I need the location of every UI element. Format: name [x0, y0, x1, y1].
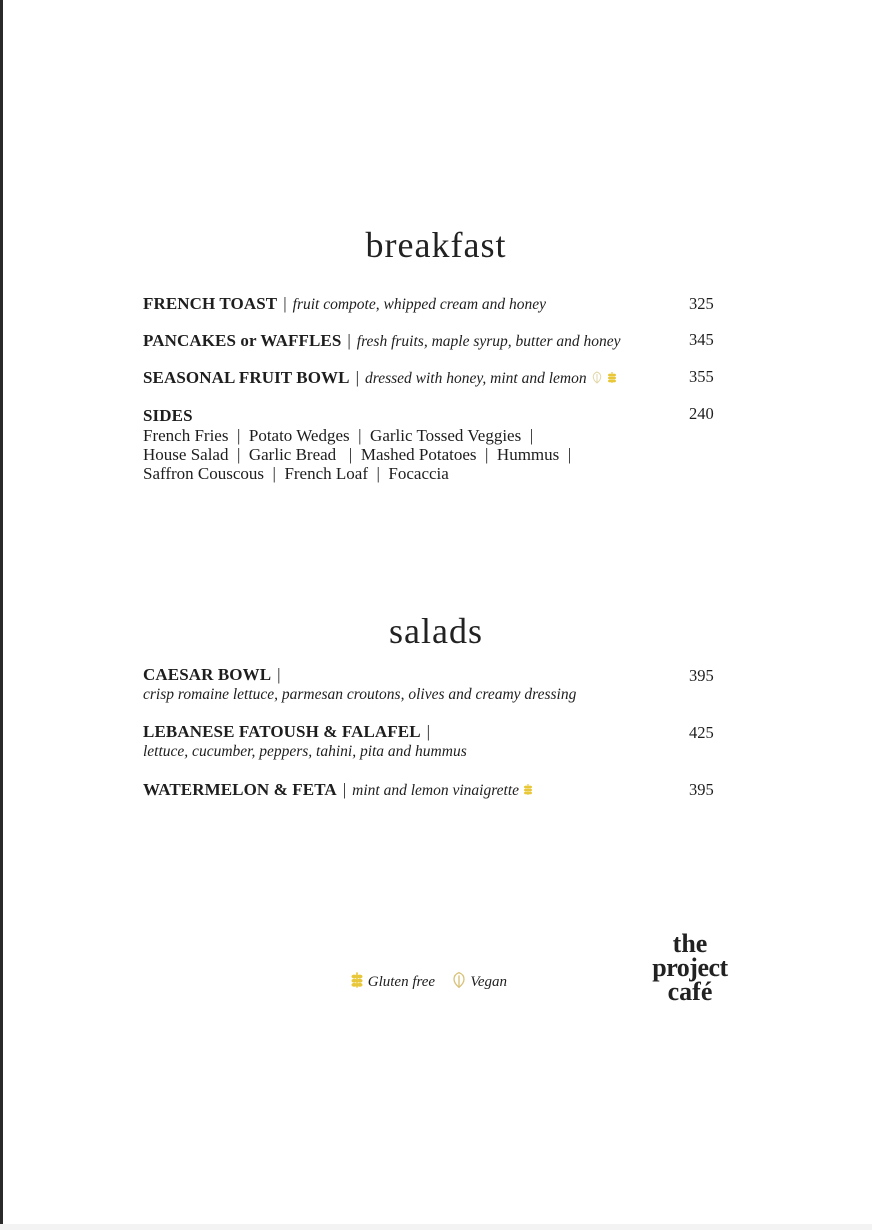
item-name: LEBANESE FATOUSH & FALAFEL	[143, 722, 421, 741]
dietary-legend	[350, 971, 507, 994]
gluten-free-icon	[607, 369, 617, 389]
price-french-toast: 325	[689, 294, 714, 313]
menu-item-french-toast	[143, 294, 723, 315]
sides-line: Saffron Couscous | French Loaf | Focaccia	[143, 464, 449, 483]
item-description: crisp romaine lettuce, parmesan croutons, olives and creamy dressing	[143, 686, 577, 703]
section-title-breakfast: breakfast	[365, 225, 507, 265]
separator: |	[426, 722, 431, 741]
logo-line: café	[667, 977, 713, 1006]
menu-item-watermelon-feta	[143, 780, 723, 801]
item-description: fruit compote, whipped cream and honey	[292, 296, 547, 313]
item-name: FRENCH TOAST	[143, 294, 278, 313]
price-watermelon-feta: 395	[689, 780, 714, 799]
the-project-cafe-logo	[640, 929, 740, 1006]
item-description: dressed with honey, mint and lemon	[365, 370, 587, 387]
item-name: WATERMELON & FETA	[143, 780, 337, 799]
item-name: CAESAR BOWL	[143, 665, 272, 684]
logo-line: the	[672, 929, 708, 958]
item-description: fresh fruits, maple syrup, butter and honey	[356, 333, 621, 350]
price-lebanese-fatoush-falafel: 425	[689, 723, 714, 742]
gluten-free-icon	[523, 781, 533, 801]
legend-gluten-free-label: Gluten free	[367, 974, 436, 990]
item-name: SIDES	[143, 406, 193, 425]
vegan-icon	[591, 369, 603, 389]
section-title-salads: salads	[389, 611, 483, 651]
sides-line: House Salad | Garlic Bread | Mashed Potatoes | Hummus |	[143, 445, 572, 464]
menu-item-sides	[143, 406, 723, 483]
separator: |	[283, 294, 287, 313]
gluten-free-icon	[350, 971, 364, 994]
menu-item-lebanese-fatoush-falafel	[143, 722, 723, 762]
menu-item-seasonal-fruit-bowl	[143, 368, 723, 389]
legend-vegan-label: Vegan	[470, 974, 508, 990]
vegan-icon	[451, 971, 467, 994]
item-description: lettuce, cucumber, peppers, tahini, pita and hummus	[143, 743, 467, 760]
separator: |	[342, 780, 347, 799]
price-seasonal-fruit-bowl: 355	[689, 367, 714, 386]
item-name: SEASONAL FRUIT BOWL	[143, 368, 350, 387]
item-name: PANCAKES or WAFFLES	[143, 331, 342, 350]
logo-line: project	[652, 953, 728, 982]
page-bottom-edge	[0, 1224, 872, 1230]
menu-item-pancakes-waffles	[143, 331, 723, 352]
separator: |	[277, 665, 281, 684]
item-description: mint and lemon vinaigrette	[352, 782, 520, 799]
separator: |	[355, 368, 359, 387]
sides-line: French Fries | Potato Wedges | Garlic Tossed Veggies |	[143, 426, 534, 445]
menu-item-caesar-bowl	[143, 665, 723, 705]
price-caesar-bowl: 395	[689, 666, 714, 685]
price-pancakes-waffles: 345	[689, 330, 714, 349]
price-sides: 240	[689, 404, 714, 423]
separator: |	[347, 331, 351, 350]
